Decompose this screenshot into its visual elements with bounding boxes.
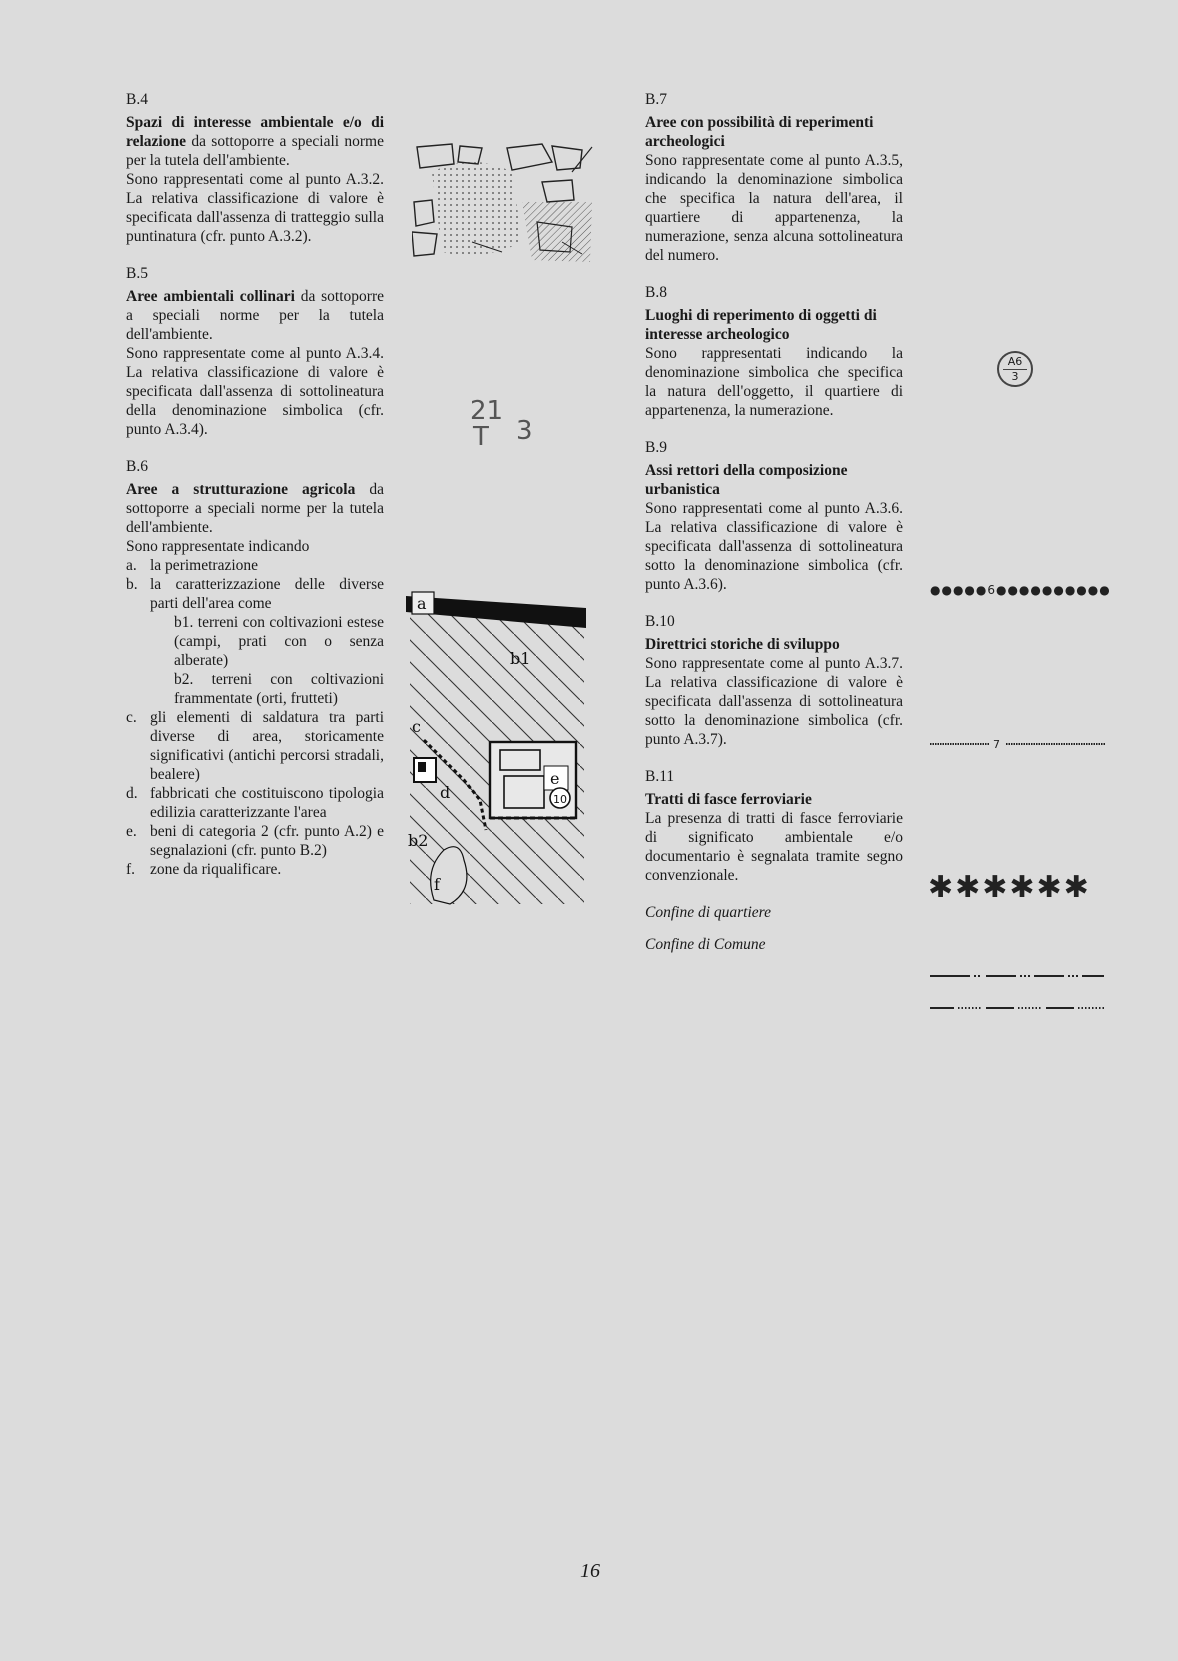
map-label-d: d bbox=[440, 783, 451, 802]
section-title: Aree ambientali collinari bbox=[126, 288, 295, 305]
agricultural-area-map bbox=[404, 590, 588, 908]
list-item: d. fabbricati che costituiscono tipologia edilizia caratterizzante l'area bbox=[126, 785, 384, 821]
section-title: Assi rettori della composizione urbanistica bbox=[645, 462, 848, 498]
map-label-a: a bbox=[417, 594, 427, 613]
list-item: f. zone da riqualificare. bbox=[126, 861, 282, 878]
section-text: La presenza di tratti di fasce ferroviarie di significato ambientale e/o documentario è segnalata tramite segno convenzionale. bbox=[645, 810, 903, 884]
confine-comune-line bbox=[930, 1002, 1106, 1012]
list-item: e. beni di categoria 2 (cfr. punto A.2) e segnalazioni (cfr. punto B.2) bbox=[126, 823, 384, 859]
section-text: Sono rappresentate come al punto A.3.5, indicando la denominazione simbolica che specifica la natura dell'area, il quartiere di appartenenza, la numerazione, senza alcuna sottolineatura del numero. bbox=[645, 152, 903, 264]
section-code: B.8 bbox=[645, 284, 667, 301]
map-label-b2: b2 bbox=[408, 831, 429, 850]
section-intro: Sono rappresentate indicando bbox=[126, 538, 310, 555]
page-number: 16 bbox=[580, 1560, 600, 1582]
section-text: Sono rappresentate come al punto A.3.4. La relativa classificazione di valore è specificata dall'assenza di sottolineatura della denominazione simbolica (cfr. punto A.3.4). bbox=[126, 345, 384, 438]
section-title: Direttrici storiche di sviluppo bbox=[645, 636, 840, 653]
section-title-tail: da sottoporre a speciali norme per la tutela dell'ambiente. bbox=[126, 133, 384, 169]
sub-item-b1: b1. terreni con coltivazioni estese (campi, prati con o senza alberate) bbox=[174, 614, 384, 669]
sub-item-b2: b2. terreni con coltivazioni frammentate (orti, frutteti) bbox=[174, 671, 384, 707]
b10-direttrice-symbol bbox=[930, 736, 1106, 750]
b5-symbol: 21 T 3 bbox=[470, 396, 533, 452]
map-label-c: c bbox=[412, 717, 421, 736]
section-b11 bbox=[645, 767, 903, 885]
b9-axis-symbol: ●●●●●6●●●●●●●●●● bbox=[930, 583, 1111, 597]
section-b4 bbox=[126, 90, 384, 246]
section-code: B.10 bbox=[645, 613, 675, 630]
section-title-tail: da sottoporre a speciali norme per la tutela dell'ambiente. bbox=[126, 288, 384, 343]
b8-archaeology-symbol: A6 3 bbox=[997, 351, 1033, 387]
section-title: Luoghi di reperimento di oggetti di interesse archeologico bbox=[645, 307, 877, 343]
right-column bbox=[645, 90, 903, 967]
section-text: Sono rappresentati come al punto A.3.6. La relativa classificazione di valore è specificata dall'assenza di sottolineatura sotto la denominazione simbolica (cfr. punto A.3.6). bbox=[645, 500, 903, 593]
section-b9 bbox=[645, 438, 903, 594]
section-b8 bbox=[645, 283, 903, 420]
section-code: B.6 bbox=[126, 458, 148, 475]
section-code: B.7 bbox=[645, 91, 667, 108]
section-code: B.5 bbox=[126, 265, 148, 282]
section-b10 bbox=[645, 612, 903, 749]
confine-quartiere-line bbox=[930, 970, 1106, 980]
item-list bbox=[126, 556, 384, 879]
section-text: Sono rappresentati indicando la denominazione simbolica che specifica la natura dell'oggetto, il quartiere di appartenenza, la numerazione. bbox=[645, 345, 903, 419]
section-text: Sono rappresentati come al punto A.3.2. La relativa classificazione di valore è specificata dall'assenza di tratteggio sulla puntinatura (cfr. punto A.3.2). bbox=[126, 171, 384, 245]
section-b5 bbox=[126, 264, 384, 439]
urban-map-illustration bbox=[412, 142, 594, 266]
b11-railway-symbol: ✱✱✱✱✱✱ bbox=[928, 870, 1091, 905]
section-b6 bbox=[126, 457, 384, 879]
confine-comune-label: Confine di Comune bbox=[645, 936, 766, 953]
map-label-f: f bbox=[434, 875, 440, 894]
left-column bbox=[126, 90, 384, 897]
section-text: Sono rappresentate come al punto A.3.7. La relativa classificazione di valore è specificata dall'assenza di sottolineatura sotto la denominazione simbolica (cfr. punto A.3.7). bbox=[645, 655, 903, 748]
map-label-e: e bbox=[550, 769, 560, 788]
list-item: c. gli elementi di saldatura tra parti diverse di area, storicamente significativi (antichi percorsi stradali, bealere) bbox=[126, 709, 384, 783]
section-title: Spazi di interesse ambientale e/o di relazione bbox=[126, 114, 384, 150]
section-title: Aree a strutturazione agricola bbox=[126, 481, 356, 498]
map-label-b1: b1 bbox=[510, 649, 531, 668]
section-title: Aree con possibilità di reperimenti archeologici bbox=[645, 114, 874, 150]
confine-quartiere-label: Confine di quartiere bbox=[645, 904, 771, 921]
list-item: b. la caratterizzazione delle diverse parti dell'area come b1. terreni con coltivazioni estese (campi, prati con o senza alberate) b2. terreni con coltivazioni frammentate (orti, frutteti) bbox=[126, 576, 384, 707]
section-title-tail: da sottoporre a speciali norme per la tutela dell'ambiente. bbox=[126, 481, 384, 536]
section-code: B.9 bbox=[645, 439, 667, 456]
section-title: Tratti di fasce ferroviarie bbox=[645, 791, 812, 808]
list-item: a. la perimetrazione bbox=[126, 557, 259, 574]
section-code: B.4 bbox=[126, 91, 148, 108]
section-b7 bbox=[645, 90, 903, 265]
b10-label: 7 bbox=[993, 738, 1000, 750]
section-code: B.11 bbox=[645, 768, 675, 785]
map-label-10: 10 bbox=[553, 793, 567, 806]
